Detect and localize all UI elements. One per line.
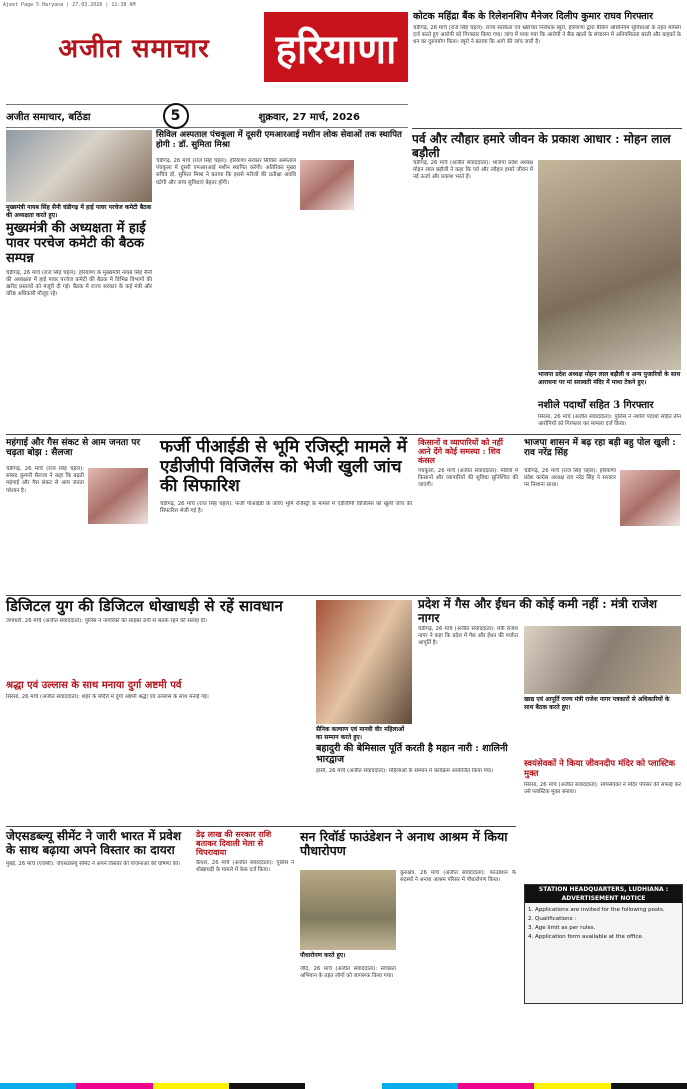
page-number: 5	[163, 103, 189, 129]
headline: डिजिटल युग की डिजिटल धोखाधड़ी से रहें सावधान	[6, 597, 283, 615]
article-dedh	[196, 830, 294, 1060]
headline: कोटक महिंद्रा बैंक के रिलेशनशिप मैनेजर दिलीप कुमार राघव गिरफ्तार	[413, 11, 653, 22]
article-mri	[156, 131, 408, 151]
divider	[6, 434, 681, 435]
body-text: कुरुक्षेत्र, 26 मार्च (अजीत संवाददाता): फाउंडेशन के सदस्यों ने अनाथ आश्रम परिसर में पौधारोपण किया।	[400, 870, 516, 884]
portrait-photo	[620, 470, 680, 526]
headline: बहादुरी की बेमिसाल पूर्ति करती है महान नारी : शालिनी भारद्वाज	[316, 743, 508, 765]
body-text: हांसी, 26 मार्च (अजीत संवाददाता): महिलाओं के सम्मान में कार्यक्रम आयोजित किया गया।	[316, 767, 494, 774]
date-label: शुक्रवार, 27 मार्च, 2026	[258, 112, 360, 123]
headline: जेएसडब्ल्यू सीमेंट ने जारी भारत में प्रवेश के साथ बढ़ाया अपने विस्तार का दायरा	[6, 829, 182, 857]
article-cm-meeting	[6, 222, 152, 388]
article-gas	[418, 598, 681, 626]
masthead	[6, 12, 408, 82]
body-text: चंडीगढ़, 26 मार्च (राज सिंह चहल): हरियाणा प्रदेश कांग्रेस अध्यक्ष राव नरेंद्र सिंह ने सरकार पर निशाना साधा।	[524, 468, 616, 489]
headline: मुख्यमंत्री की अध्यक्षता में हाई पावर परचेज कमेटी की बैठक सम्पन्न	[6, 221, 146, 266]
masthead-left-title: अजीत समाचार	[58, 34, 210, 64]
article-drugs	[538, 400, 681, 442]
headline: सिविल अस्पताल पंचकूला में दूसरी एमआरआई मशीन लोक सेवाओं तक स्थापित होगी : डॉ. सुमिता मिश्रा	[156, 130, 402, 150]
body-text: चंडीगढ़, 26 मार्च (राज सिंह चहल): फर्जी पीआईडी के जरिए भूमि रजिस्ट्री के मामले में एडीजीपी विजिलेंस को खुली जांच की सिफारिश भेजी गई है।	[160, 500, 412, 514]
body-text: चंडीगढ़, 26 मार्च (राज सिंह चहल): सांसद कुमारी सैलजा ने कहा कि बढ़ती महंगाई और गैस संकट से आम जनता परेशान है।	[6, 466, 84, 494]
body-text-continued: जींद, 26 मार्च (अजीत संवाददाता): स्वच्छता अभियान के तहत लोगों को जागरूक किया गया।	[300, 966, 396, 980]
photo-caption: पौधारोपण करते हुए।	[300, 952, 346, 959]
ad-line: 4. Application form available at the office.	[528, 934, 644, 940]
article-mahangai	[6, 438, 152, 459]
portrait-photo	[88, 468, 148, 524]
portrait-photo	[300, 160, 354, 210]
color-registration-bar	[0, 1083, 687, 1089]
divider	[6, 595, 681, 596]
article-digital	[6, 598, 311, 673]
article-jsw	[6, 830, 188, 1031]
article-swasthya	[524, 760, 681, 892]
article-kisan	[418, 438, 518, 598]
headline: किसानों व व्यापारियों को नहीं आने देंगे कोई समस्या : शिव कंसल	[418, 437, 503, 466]
headline: महंगाई और गैस संकट से आम जनता पर चढ़ता बोझ : सैलजा	[6, 438, 141, 459]
divider	[412, 128, 682, 129]
body-text: जगाधरी, 26 मार्च (अजीत संवाददाता): पुलिस ने नागरिकों को साइबर ठगी से सतर्क रहने की सलाह दी।	[6, 618, 207, 625]
headline: पर्व और त्यौहार हमारे जीवन के प्रकाश आधार : मोहन लाल बड़ौली	[412, 132, 671, 160]
print-slug: Ajeet Page 5 Haryana | 27.03.2026 | 11:38 AM	[3, 2, 136, 8]
headline: स्वयंसेवकों ने किया जीवनदीप मंदिर को प्लास्टिक मुक्त	[524, 759, 676, 779]
body-text: चंडीगढ़, 26 मार्च (अजीत संवाददाता): भाजपा प्रदेश अध्यक्ष मोहन लाल बड़ौली ने कहा कि पर्व और त्यौहार हमारे जीवन में नई ऊर्जा और प्रकाश भरते हैं।	[413, 160, 533, 181]
cm-meeting-photo	[6, 130, 152, 202]
article-shraddha	[6, 680, 311, 784]
masthead-right-title: हरियाणा	[264, 12, 408, 82]
ad-title: STATION HEADQUARTERS, LUDHIANA : ADVERTISEMENT NOTICE	[525, 885, 682, 903]
headline: फर्जी पीआईडी से भूमि रजिस्ट्री मामले में एडीजीपी विजिलेंस को भेजी खुली जांच की सिफारिश	[160, 437, 407, 497]
article-kotak	[413, 12, 681, 107]
body-text: पंचकूला, 26 मार्च (अजीत संवाददाता): मंडियों में किसानों और व्यापारियों की सुविधा सुनिश्चित की जाएगी।	[418, 467, 518, 488]
body-text: कैथल, 26 मार्च (अजीत संवाददाता): पुलिस ने धोखाधड़ी के मामले में केस दर्ज किया।	[196, 859, 294, 873]
body-text: चंडीगढ़, 26 मार्च (राज सिंह चहल): हरियाणा के मुख्यमंत्री नायब सिंह सैनी की अध्यक्षता में हाई पावर परचेज कमेटी की बैठक में विभिन्न विभागों की खरीद प्रस्तावों को मंजूरी दी गई। बैठक में राज्य सरकार के कई मंत्री और वरिष्ठ अधिकारी मौजूद रहे।	[6, 269, 152, 298]
article-parv	[412, 133, 682, 161]
photo-caption: खाद्य एवं आपूर्ति राज्य मंत्री राजेश नागर पत्रकारों से अधिकारियों के साथ बैठक करते हुए।	[524, 696, 670, 711]
headline: श्रद्धा एवं उल्लास के साथ मनाया दुर्गा अष्टमी पर्व	[6, 680, 182, 691]
body-text: चंडीगढ़, 26 मार्च (राज सिंह चहल): राज्य सतर्कता एवं भ्रष्टाचार निरोधक ब्यूरो, हरियाणा द्वारा बैंकिंग अधिनियम सुविधाओं के तहत मामला दर्ज करते हुए आरोपी को गिरफ्तार किया गया। जांच में पाया गया कि आरोपी ने बैंक खातों के संचालन में अनियमितता बरती और ग्राहकों के धन का दुरुपयोग किया। ब्यूरो ने बताया कि आगे की जांच जारी है।	[413, 24, 681, 46]
ad-line: 3. Age limit as per rules.	[528, 925, 596, 931]
edition-label: अजीत समाचार, बठिंडा	[6, 112, 91, 123]
date-bar	[6, 104, 408, 128]
headline: सन रिवॉर्ड फाउंडेशन ने अनाथ आश्रम में किया पौधारोपण	[300, 829, 508, 859]
advertisement-notice	[524, 884, 683, 1004]
headline: नशीले पदार्थों सहित 3 गिरफ्तार	[538, 400, 654, 411]
photo-caption: मुख्यमंत्री नायब सिंह सैनी चंडीगढ़ में हाई पावर परचेज कमेटी बैठक की अध्यक्षता करते हुए।	[6, 204, 152, 219]
sun-photo	[300, 870, 396, 950]
ad-line: 1. Applications are invited for the following posts.	[528, 907, 665, 913]
article-sun	[300, 830, 518, 859]
headline: डेढ़ लाख की सरकार राशि बताकर दिवाली मेला से चिपरावाया	[196, 829, 272, 858]
divider	[6, 826, 516, 827]
headline: प्रदेश में गैस और ईंधन की कोई कमी नहीं : मंत्री राजेश नागर	[418, 597, 658, 625]
photo-caption: भाजपा प्रदेश अध्यक्ष मोहन लाल बड़ौली व अन्य पुजारियों के साथ आराधना पर मां सरस्वती मंदिर में माथा टेकने हुए।	[538, 371, 681, 386]
bahaduri-photo	[316, 600, 412, 724]
body-text: सिरसा, 26 मार्च (अजीत संवाददाता): पुलिस ने नशीले पदार्थों सहित तीन आरोपियों को गिरफ्तार कर मामला दर्ज किया।	[538, 413, 681, 427]
body-text: चंडीगढ़, 26 मार्च (राज सिंह चहल): हरियाणा सरकार सिविल अस्पताल पंचकूला में दूसरी एमआरआई मशीन स्थापित करेगी। अतिरिक्त मुख्य सचिव डॉ. सुमिता मिश्रा ने बताया कि इससे मरीजों की प्रतीक्षा अवधि घटेगी और जांच सुविधाएं बेहतर होंगी।	[156, 158, 296, 186]
body-text: सिरसा, 26 मार्च (अजीत संवाददाता): शहर के मंदिरों में दुर्गा अष्टमी श्रद्धा एवं उल्लास के साथ मनाई गई।	[6, 693, 209, 700]
article-bhajpa	[524, 438, 681, 459]
body-text: चंडीगढ़, 26 मार्च (अजीत संवाददाता): मंत्री राजेश नागर ने कहा कि प्रदेश में गैस और ईंधन की पर्याप्त आपूर्ति है।	[418, 626, 518, 647]
body-text: मुंबई, 26 मार्च (एजेंसी): जेएसडब्ल्यू सीमेंट ने अपने विस्तार की योजनाओं की घोषणा की।	[6, 860, 181, 867]
photo-caption: सैनिक कल्याण एवं मानवी वीर महिलाओं का सम्मान करते हुए।	[316, 726, 405, 741]
headline: भाजपा शासन में बढ़ रहा बड़ी बहु पोल खुली : राव नरेंद्र सिंह	[524, 438, 676, 459]
body-text: सिरसा, 26 मार्च (अजीत संवाददाता): स्वयंसेवकों ने मंदिर परिसर की सफाई कर उसे प्लास्टिक मुक्त बनाया।	[524, 781, 681, 795]
ad-line: 2. Qualifications :	[528, 916, 577, 922]
parv-photo	[538, 160, 681, 370]
gas-photo	[524, 626, 681, 694]
